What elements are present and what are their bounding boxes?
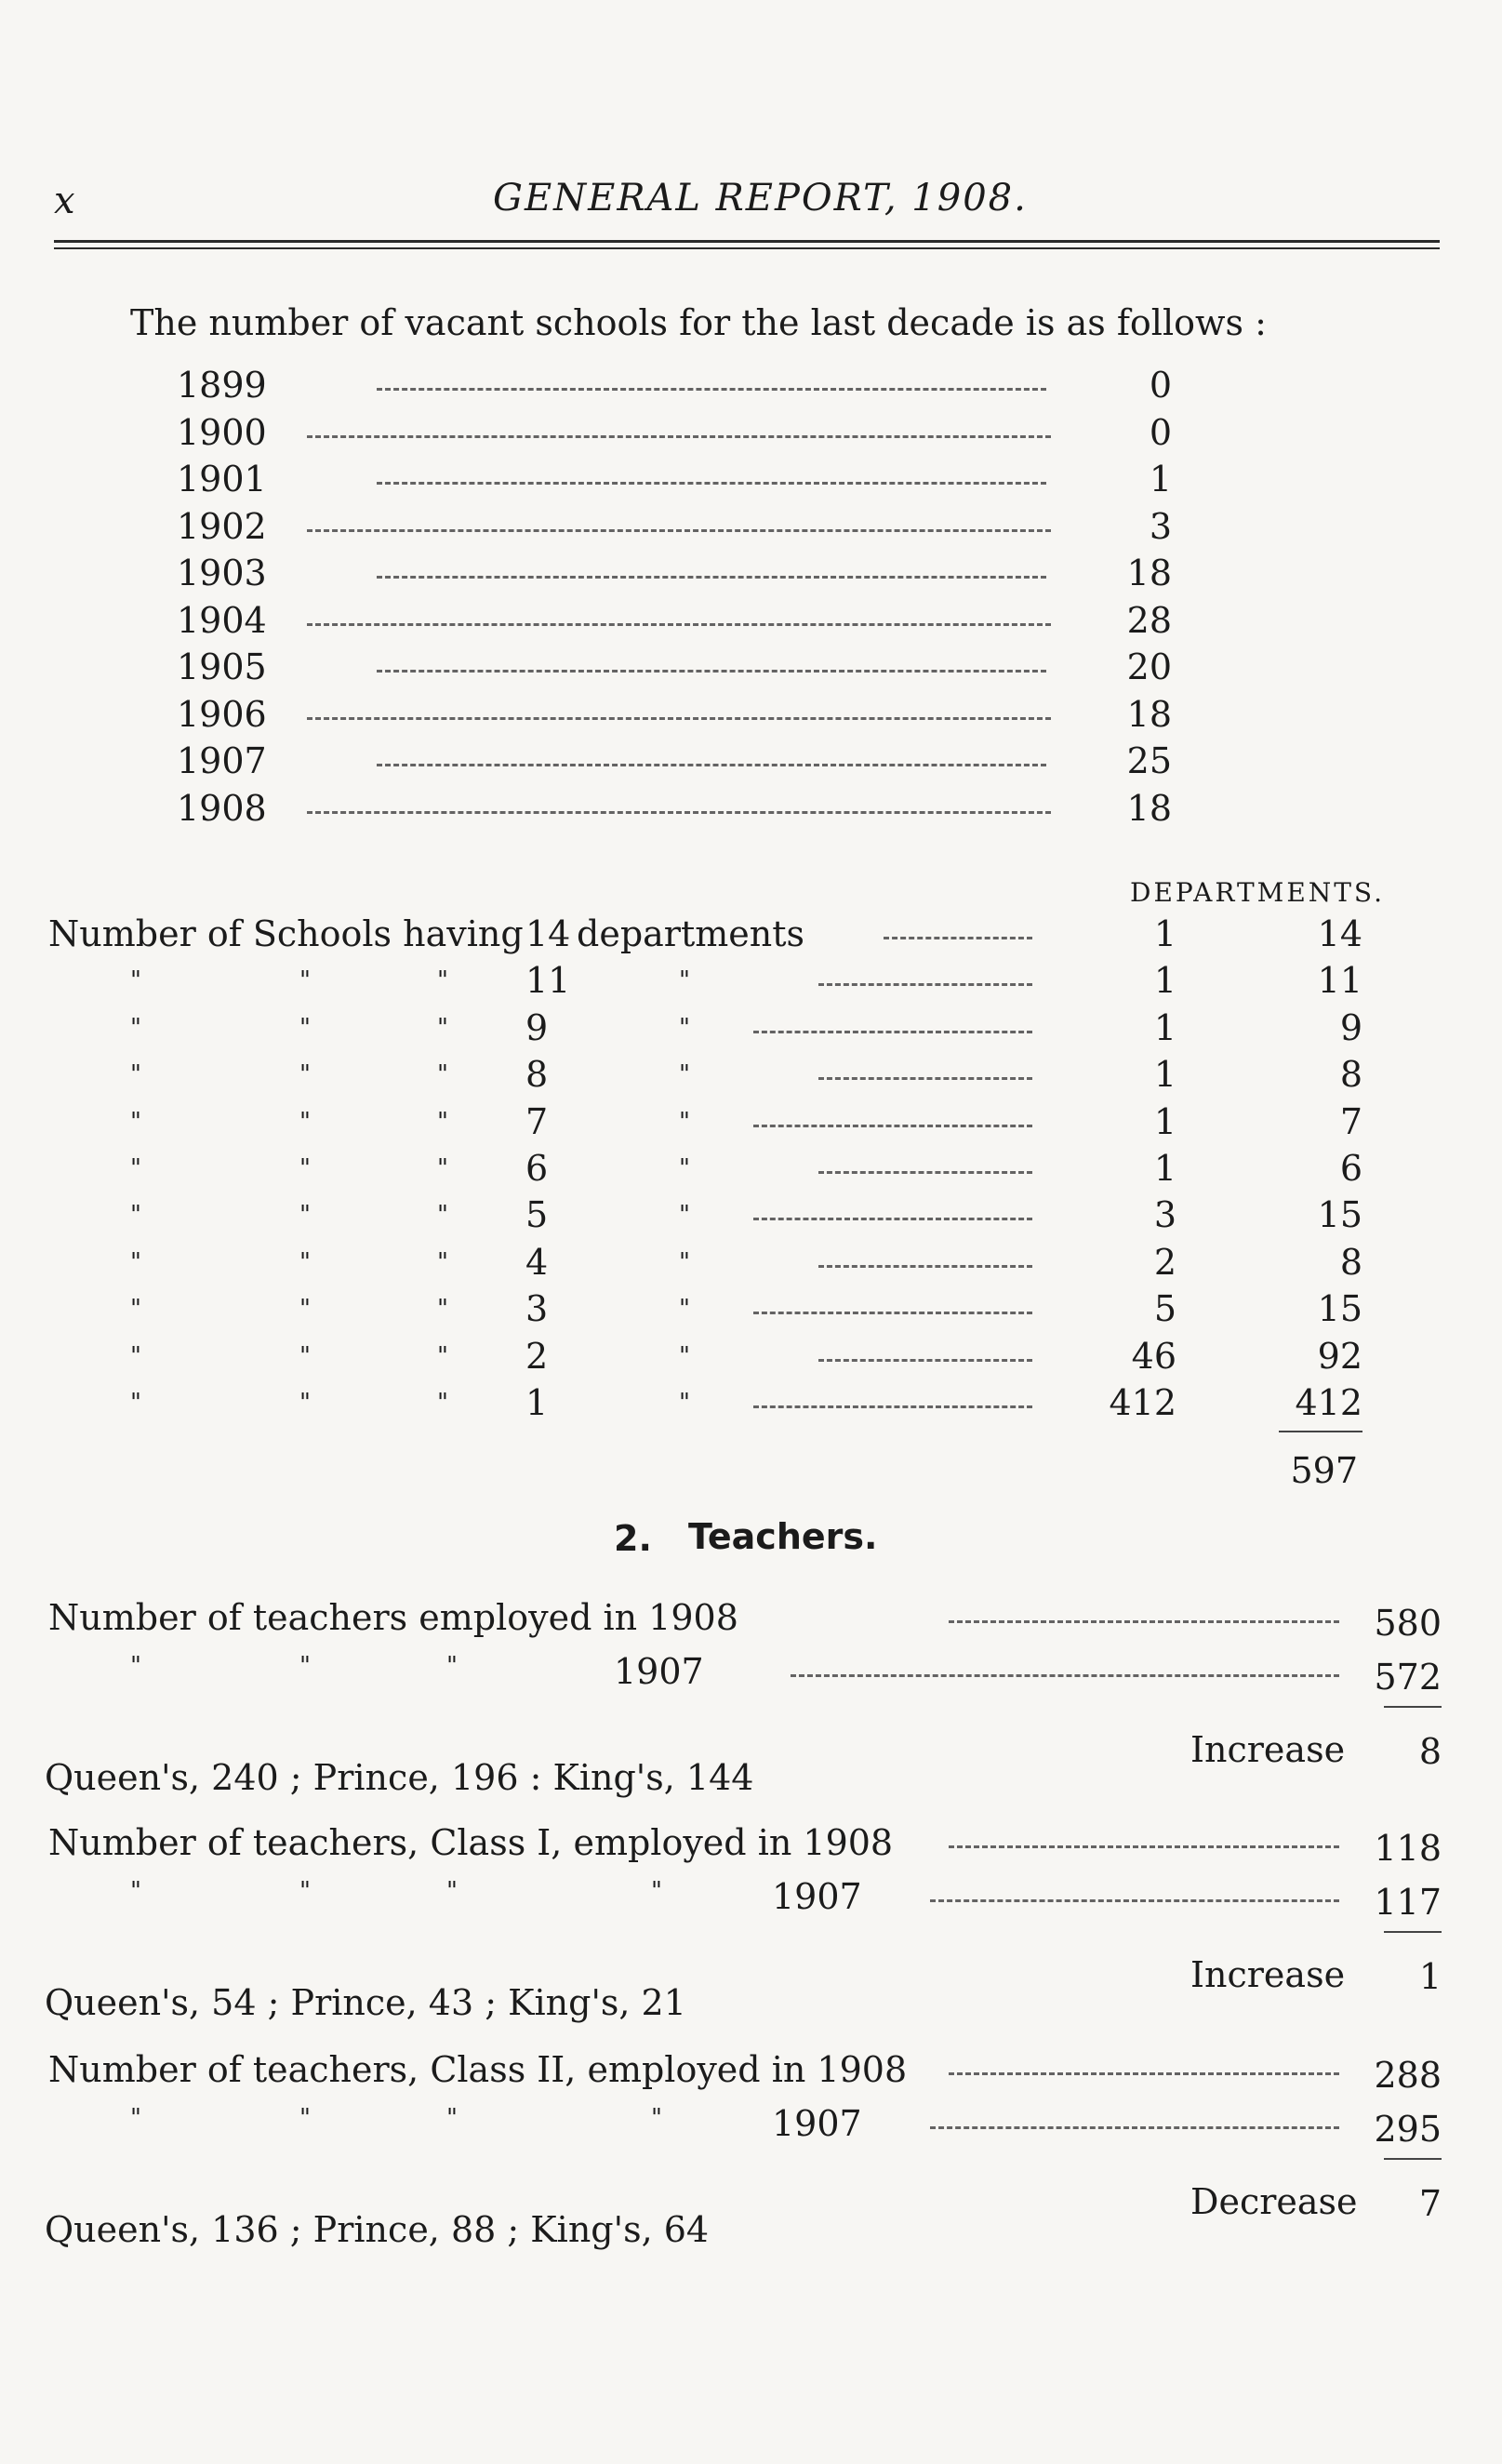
vacant-value: 18	[1126, 694, 1172, 735]
teachers-leader-dots	[949, 2072, 1339, 2075]
ditto-mark: "	[437, 1389, 450, 1417]
teachers-leader-dots	[930, 1899, 1339, 1902]
department-count-n: 8	[525, 1054, 549, 1095]
teachers-line: Number of teachers, Class I, employed in 1908	[48, 1822, 894, 1863]
vacant-year: 1899	[177, 365, 267, 406]
department-total-value: 92	[1317, 1336, 1362, 1377]
department-schools-value: 1	[1153, 1007, 1176, 1048]
teachers-value-current: 118	[1374, 1828, 1442, 1869]
vacant-leader-dots	[307, 623, 1051, 626]
teachers-leader-dots	[791, 1674, 1339, 1677]
ditto-mark: "	[679, 1201, 692, 1229]
teachers-value-prior: 295	[1374, 2109, 1442, 2150]
ditto-mark: "	[679, 1154, 692, 1182]
ditto-mark: "	[299, 1201, 312, 1229]
ditto-mark: "	[299, 1060, 312, 1088]
vacant-value: 0	[1149, 412, 1172, 453]
teachers-year-prior: 1907	[772, 1876, 862, 1917]
ditto-mark: "	[437, 1201, 450, 1229]
vacant-value: 1	[1149, 459, 1172, 499]
ditto-mark: "	[130, 966, 143, 994]
teachers-year-prior: 1907	[614, 1651, 704, 1692]
department-leader-dots	[753, 1312, 1032, 1314]
department-schools-value: 1	[1153, 1101, 1176, 1142]
vacant-value: 3	[1149, 506, 1172, 547]
department-leader-dots	[818, 983, 1032, 986]
ditto-mark: "	[130, 2104, 143, 2132]
department-total-value: 9	[1339, 1007, 1362, 1048]
vacant-leader-dots	[307, 717, 1051, 720]
teachers-line: Number of teachers, Class II, employed in 1908	[48, 2049, 908, 2090]
department-count-n: 7	[525, 1101, 549, 1142]
ditto-mark: "	[679, 1060, 692, 1088]
ditto-mark: "	[679, 1389, 692, 1417]
page-title: GENERAL REPORT, 1908.	[493, 177, 1028, 220]
department-schools-value: 3	[1153, 1194, 1176, 1235]
department-count-n: 2	[525, 1336, 549, 1377]
vacant-leader-dots	[307, 529, 1051, 532]
ditto-mark: "	[130, 1108, 143, 1136]
teachers-heading: Teachers.	[688, 1516, 878, 1557]
department-total-value: 15	[1317, 1288, 1362, 1329]
department-total-value: 8	[1339, 1054, 1362, 1095]
ditto-mark: "	[679, 1014, 692, 1042]
vacant-value: 25	[1126, 740, 1172, 781]
ditto-mark: "	[299, 966, 312, 994]
vacant-value: 0	[1149, 365, 1172, 406]
header-rule-bottom	[54, 247, 1440, 249]
vacant-value: 20	[1126, 646, 1172, 687]
department-leader-dots	[753, 1031, 1032, 1033]
department-schools-value: 5	[1153, 1288, 1176, 1329]
ditto-mark: "	[679, 1295, 692, 1323]
ditto-mark: "	[437, 1342, 450, 1370]
ditto-mark: "	[437, 1154, 450, 1182]
department-schools-value: 412	[1109, 1382, 1176, 1423]
vacant-year: 1904	[177, 600, 267, 641]
teachers-sum-line	[1384, 1931, 1442, 1933]
ditto-mark: "	[130, 1154, 143, 1182]
vacant-leader-dots	[307, 811, 1051, 814]
vacant-leader-dots	[377, 670, 1046, 673]
vacant-leader-dots	[377, 388, 1046, 391]
department-leader-dots	[753, 1218, 1032, 1220]
ditto-mark: "	[651, 1877, 664, 1905]
department-count-n: 14	[525, 913, 571, 954]
teachers-breakdown: Queen's, 136 ; Prince, 88 ; King's, 64	[45, 2209, 710, 2250]
teachers-change-value: 1	[1418, 1956, 1442, 1997]
ditto-mark: "	[130, 1389, 143, 1417]
teachers-sum-line	[1384, 2158, 1442, 2160]
departments-total: 597	[1290, 1450, 1358, 1491]
department-count-n: 5	[525, 1194, 549, 1235]
ditto-mark: "	[299, 1877, 312, 1905]
teachers-heading-number: 2.	[614, 1518, 652, 1559]
vacant-value: 28	[1126, 600, 1172, 641]
vacant-year: 1903	[177, 553, 267, 593]
teachers-change-label: Increase	[1190, 1729, 1346, 1770]
ditto-mark: "	[437, 1248, 450, 1276]
ditto-mark: "	[437, 1060, 450, 1088]
ditto-mark: "	[299, 1248, 312, 1276]
vacant-leader-dots	[377, 576, 1046, 579]
department-total-value: 15	[1317, 1194, 1362, 1235]
department-count-n: 3	[525, 1288, 549, 1329]
page-number: x	[54, 180, 75, 222]
department-leader-dots	[818, 1077, 1032, 1080]
departments-sum-line	[1279, 1431, 1362, 1432]
teachers-year-prior: 1907	[772, 2103, 862, 2144]
ditto-mark: "	[299, 1014, 312, 1042]
vacant-year: 1905	[177, 646, 267, 687]
teachers-change-label: Decrease	[1190, 2181, 1358, 2222]
department-total-value: 6	[1339, 1148, 1362, 1189]
ditto-mark: "	[679, 1248, 692, 1276]
ditto-mark: "	[679, 1342, 692, 1370]
ditto-mark: "	[446, 1652, 459, 1680]
department-schools-value: 1	[1153, 913, 1176, 954]
teachers-sum-line	[1384, 1706, 1442, 1708]
department-leader-dots	[818, 1265, 1032, 1268]
ditto-mark: "	[130, 1877, 143, 1905]
ditto-mark: "	[679, 966, 692, 994]
vacant-year: 1906	[177, 694, 267, 735]
vacant-leader-dots	[377, 764, 1046, 766]
vacant-value: 18	[1126, 788, 1172, 829]
teachers-breakdown: Queen's, 54 ; Prince, 43 ; King's, 21	[45, 1982, 686, 2023]
vacant-year: 1908	[177, 788, 267, 829]
department-leader-dots	[818, 1359, 1032, 1362]
department-schools-value: 1	[1153, 1148, 1176, 1189]
department-schools-value: 2	[1153, 1242, 1176, 1283]
teachers-line: Number of teachers employed in 1908	[48, 1597, 738, 1638]
department-total-value: 7	[1339, 1101, 1362, 1142]
ditto-mark: "	[130, 1295, 143, 1323]
department-total-value: 412	[1295, 1382, 1362, 1423]
department-count-n: 11	[525, 960, 571, 1001]
vacant-year: 1907	[177, 740, 267, 781]
ditto-mark: "	[299, 1342, 312, 1370]
departments-column-header: DEPARTMENTS.	[1130, 877, 1386, 908]
department-count-n: 4	[525, 1242, 549, 1283]
vacant-year: 1900	[177, 412, 267, 453]
department-count-n: 1	[525, 1382, 549, 1423]
department-schools-value: 1	[1153, 1054, 1176, 1095]
department-unit: departments	[577, 913, 804, 954]
ditto-mark: "	[446, 2104, 459, 2132]
vacant-value: 18	[1126, 553, 1172, 593]
teachers-value-current: 288	[1374, 2055, 1442, 2096]
ditto-mark: "	[299, 1154, 312, 1182]
department-count-n: 9	[525, 1007, 549, 1048]
vacant-leader-dots	[307, 435, 1051, 438]
vacant-intro: The number of vacant schools for the last decade is as follows :	[130, 302, 1267, 343]
ditto-mark: "	[130, 1342, 143, 1370]
ditto-mark: "	[437, 966, 450, 994]
department-leader-dots	[753, 1125, 1032, 1127]
ditto-mark: "	[299, 1652, 312, 1680]
ditto-mark: "	[437, 1014, 450, 1042]
department-schools-value: 46	[1131, 1336, 1176, 1377]
ditto-mark: "	[299, 1389, 312, 1417]
department-row-label: Number of Schools having	[48, 913, 524, 954]
department-schools-value: 1	[1153, 960, 1176, 1001]
vacant-year: 1901	[177, 459, 267, 499]
ditto-mark: "	[130, 1201, 143, 1229]
ditto-mark: "	[437, 1295, 450, 1323]
department-leader-dots	[753, 1405, 1032, 1408]
ditto-mark: "	[651, 2104, 664, 2132]
teachers-change-value: 8	[1418, 1731, 1442, 1772]
header-rule-top	[54, 240, 1440, 243]
teachers-leader-dots	[930, 2126, 1339, 2129]
ditto-mark: "	[299, 1295, 312, 1323]
teachers-change-value: 7	[1418, 2183, 1442, 2224]
ditto-mark: "	[437, 1108, 450, 1136]
ditto-mark: "	[299, 1108, 312, 1136]
ditto-mark: "	[446, 1877, 459, 1905]
department-count-n: 6	[525, 1148, 549, 1189]
department-leader-dots	[818, 1171, 1032, 1174]
teachers-value-prior: 572	[1374, 1657, 1442, 1698]
teachers-change-label: Increase	[1190, 1954, 1346, 1995]
vacant-leader-dots	[377, 482, 1046, 485]
teachers-leader-dots	[949, 1845, 1339, 1848]
department-total-value: 14	[1317, 913, 1362, 954]
vacant-year: 1902	[177, 506, 267, 547]
ditto-mark: "	[130, 1014, 143, 1042]
department-leader-dots	[884, 937, 1032, 939]
department-total-value: 8	[1339, 1242, 1362, 1283]
ditto-mark: "	[299, 2104, 312, 2132]
ditto-mark: "	[679, 1108, 692, 1136]
ditto-mark: "	[130, 1060, 143, 1088]
ditto-mark: "	[130, 1652, 143, 1680]
teachers-breakdown: Queen's, 240 ; Prince, 196 : King's, 144	[45, 1757, 754, 1798]
teachers-value-current: 580	[1374, 1603, 1442, 1644]
teachers-leader-dots	[949, 1620, 1339, 1623]
department-total-value: 11	[1317, 960, 1362, 1001]
ditto-mark: "	[130, 1248, 143, 1276]
teachers-value-prior: 117	[1374, 1882, 1442, 1923]
